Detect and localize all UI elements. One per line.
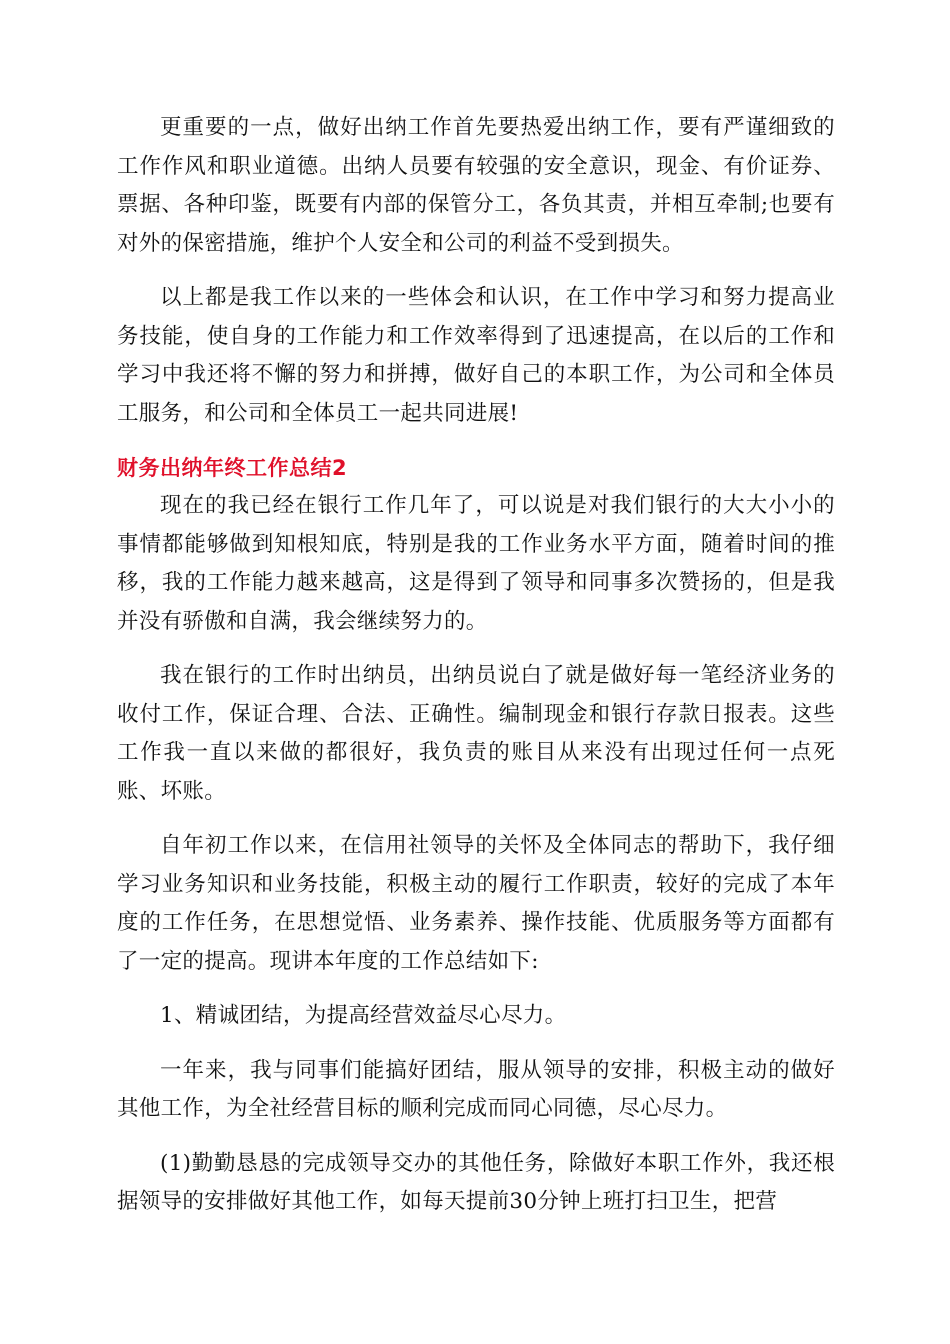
paragraph-summary-conclusion: 以上都是我工作以来的一些体会和认识，在工作中学习和努力提高业务技能，使自身的工作能力和工作效率得到了迅速提高，在以后的工作和学习中我还将不懈的努力和拼搏，做好自己的本职工作，为公司和全体员工服务，和公司和全体员工一起共同进展! (117, 285, 835, 426)
section-heading: 财务出纳年终工作总结2 (117, 456, 348, 480)
paragraph-cashier-duties: 我在银行的工作时出纳员，出纳员说白了就是做好每一笔经济业务的收付工作，保证合理、合法、正确性。编制现金和银行存款日报表。这些工作我一直以来做的都很好，我负责的账目从来没有出现过任何一点死账、坏账。 (117, 663, 835, 804)
paragraph-year-overview: 自年初工作以来，在信用社领导的关怀及全体同志的帮助下，我仔细学习业务知识和业务技能，积极主动的履行工作职责，较好的完成了本年度的工作任务，在思想觉悟、业务素养、操作技能、优质服务等方面都有了一定的提高。现讲本年度的工作总结如下: (117, 833, 835, 974)
paragraph-bank-experience: 现在的我已经在银行工作几年了，可以说是对我们银行的大大小小的事情都能够做到知根知底，特别是我的工作业务水平方面，随着时间的推移，我的工作能力越来越高，这是得到了领导和同事多次赞扬的，但是我并没有骄傲和自满，我会继续努力的。 (117, 493, 835, 634)
paragraph-point-1: 1、精诚团结，为提高经营效益尽心尽力。 (160, 1003, 567, 1028)
document-body (117, 109, 835, 1238)
paragraph-subpoint-1: (1)勤勤恳恳的完成领导交办的其他任务，除做好本职工作外，我还根据领导的安排做好其他工作，如每天提前30分钟上班打扫卫生，把营 (117, 1150, 835, 1214)
paragraph-teamwork: 一年来，我与同事们能搞好团结，服从领导的安排，积极主动的做好其他工作，为全社经营目标的顺利完成而同心同德，尽心尽力。 (117, 1057, 835, 1121)
paragraph-security-ethics: 更重要的一点，做好出纳工作首先要热爱出纳工作，要有严谨细致的工作作风和职业道德。出纳人员要有较强的安全意识，现金、有价证券、票据、各种印鉴，既要有内部的保管分工，各负其责，并相互牵制;也要有对外的保密措施，维护个人安全和公司的利益不受到损失。 (117, 115, 835, 256)
